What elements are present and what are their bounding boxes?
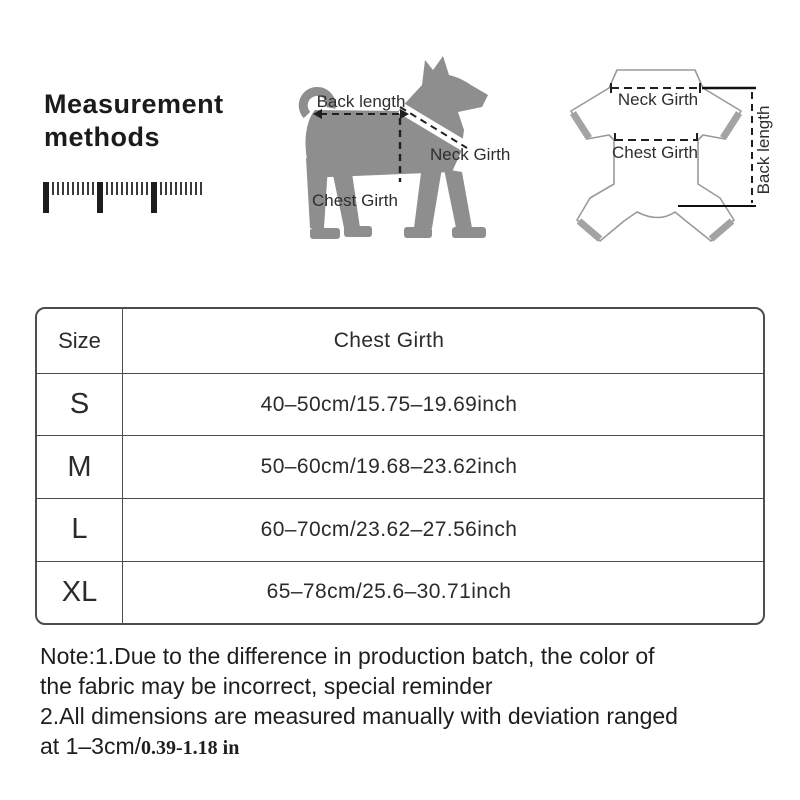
table-row-l — [37, 498, 763, 561]
note-line4-inch-range: 0.39-1.18 in — [141, 737, 240, 759]
page-title-line1: Measurement — [44, 89, 224, 119]
dog-chest-girth-label: Chest Girth — [312, 191, 398, 210]
note-line2: the fabric may be incorrect, special reminder — [40, 673, 493, 699]
chest-girth-value: 60–70cm/23.62–27.56inch — [260, 517, 518, 541]
chest-girth-value: 40–50cm/15.75–19.69inch — [260, 392, 518, 416]
note-line4 — [40, 731, 790, 763]
size-label: L — [37, 499, 123, 561]
table-row-xl — [37, 561, 763, 624]
chest-girth-value: 50–60cm/19.68–23.62inch — [260, 455, 518, 479]
table-row-s — [37, 373, 763, 436]
note-line4-prefix: at 1–3cm/ — [40, 733, 141, 759]
measurement-diagram — [0, 0, 800, 300]
table-row-m — [37, 435, 763, 498]
dog-rear-paw — [310, 228, 340, 239]
garment-chest-girth-label: Chest Girth — [612, 143, 698, 162]
dog-rear-paw-2 — [344, 226, 372, 237]
dog-front-leg — [414, 165, 442, 228]
size-label: XL — [37, 562, 123, 624]
note-line1: Note:1.Due to the difference in production batch, the color of — [40, 643, 655, 669]
size-table-header-row — [37, 309, 763, 373]
chest-girth-value: 65–78cm/25.6–30.71inch — [266, 580, 512, 604]
garment-neck-girth-label: Neck Girth — [617, 90, 699, 109]
note-line3: 2.All dimensions are measured manually with deviation ranged — [40, 703, 678, 729]
page-title-line2: methods — [44, 122, 161, 152]
size-column-header: Size — [37, 309, 123, 373]
dog-back-length-label: Back length — [316, 92, 406, 111]
chest-girth-column-header: Chest Girth — [333, 328, 445, 352]
dog-front-leg-2 — [444, 169, 472, 228]
garment-back-length-label: Back length — [754, 105, 773, 195]
size-label: M — [37, 436, 123, 498]
note-text — [40, 641, 790, 763]
dog-front-paw — [404, 227, 432, 238]
dog-front-paw-2 — [452, 227, 486, 238]
dog-neck-girth-label: Neck Girth — [430, 145, 511, 164]
size-label: S — [37, 374, 123, 436]
size-table — [35, 307, 765, 625]
